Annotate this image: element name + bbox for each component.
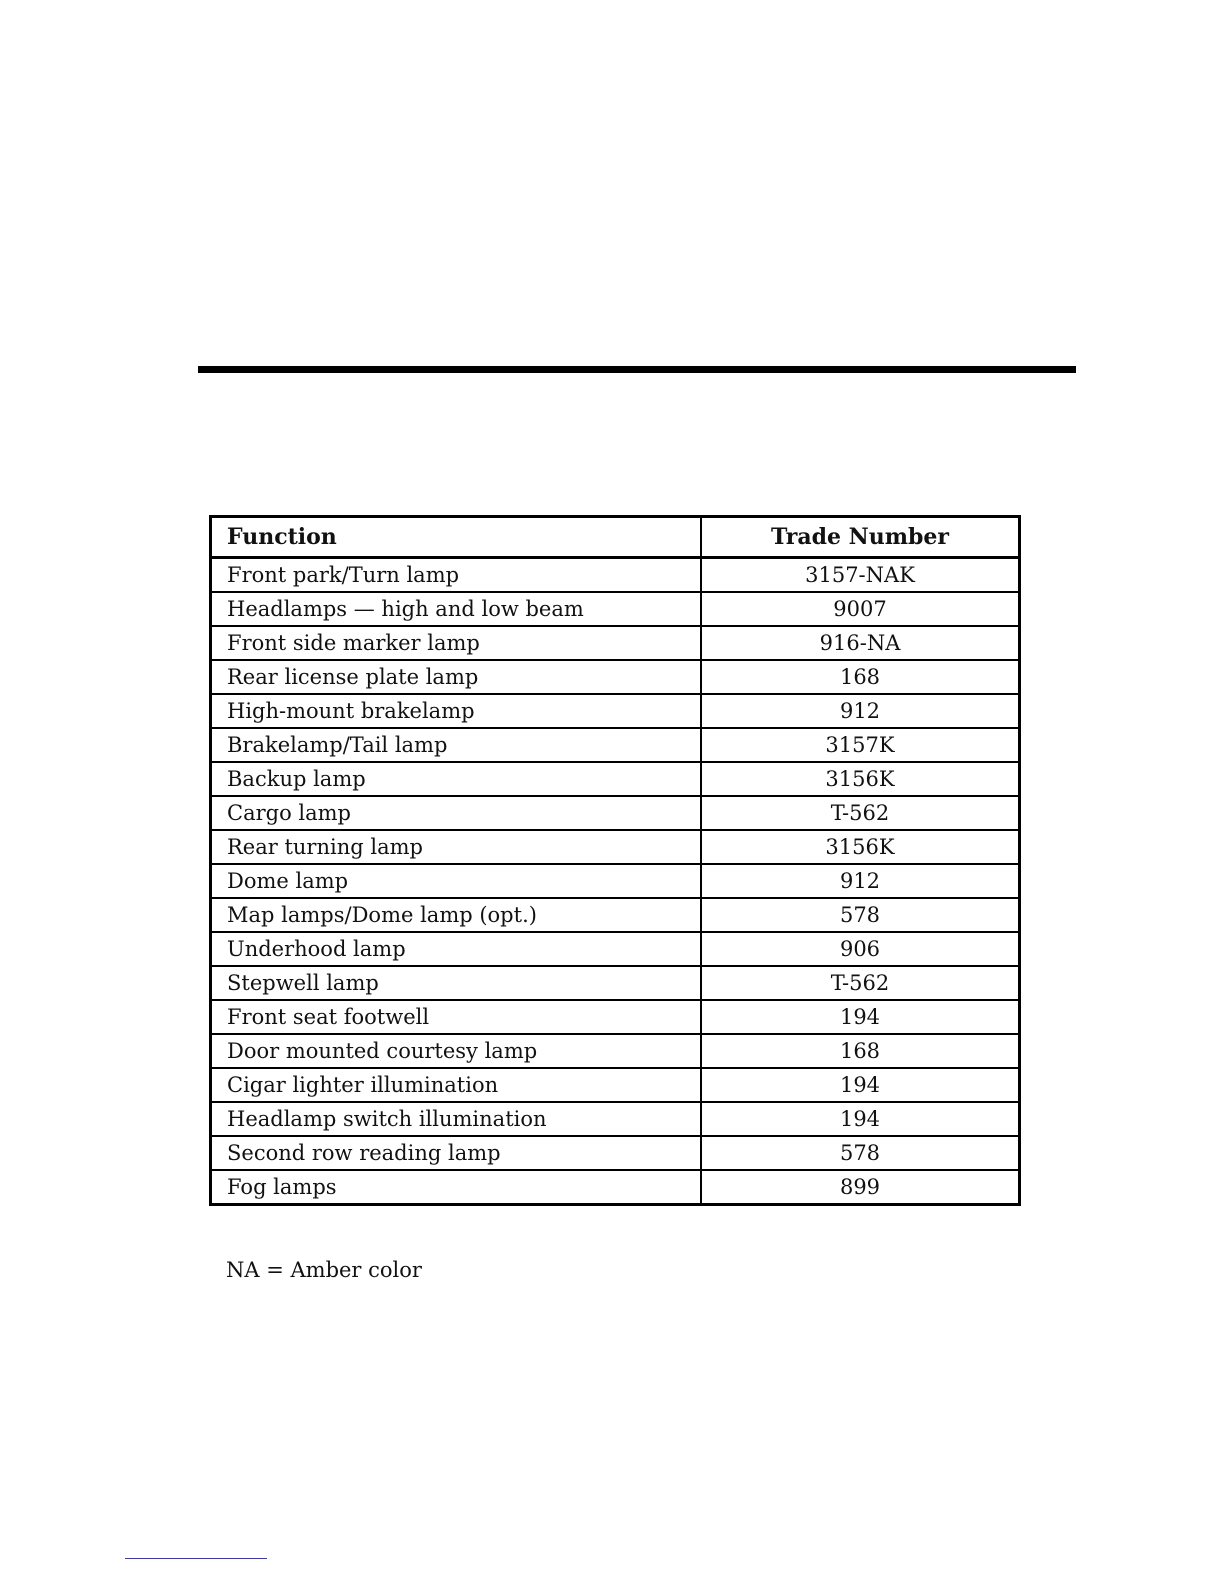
trade-number-cell: 194 [701, 1068, 1020, 1102]
trade-number-cell: 194 [701, 1102, 1020, 1136]
footnote: NA = Amber color [226, 1258, 422, 1282]
table-row [211, 1068, 1020, 1102]
trade-number-cell: 3157-NAK [701, 558, 1020, 593]
table-row [211, 660, 1020, 694]
table-row [211, 796, 1020, 830]
trade-number-cell: 3156K [701, 830, 1020, 864]
function-cell: Cargo lamp [211, 796, 702, 830]
table-body [211, 558, 1020, 1205]
trade-number-cell: 168 [701, 660, 1020, 694]
function-cell: Dome lamp [211, 864, 702, 898]
function-cell: High-mount brakelamp [211, 694, 702, 728]
function-cell: Brakelamp/Tail lamp [211, 728, 702, 762]
section-divider-rule [198, 366, 1076, 373]
table-row [211, 830, 1020, 864]
trade-number-cell: 912 [701, 864, 1020, 898]
trade-number-cell: T-562 [701, 796, 1020, 830]
table-row [211, 728, 1020, 762]
table-row [211, 1102, 1020, 1136]
trade-number-cell: 168 [701, 1034, 1020, 1068]
function-cell: Map lamps/Dome lamp (opt.) [211, 898, 702, 932]
function-cell: Stepwell lamp [211, 966, 702, 1000]
bulb-replacement-table [209, 515, 1021, 1206]
trade-number-cell: 578 [701, 1136, 1020, 1170]
table-header-row [211, 517, 1020, 558]
function-cell: Backup lamp [211, 762, 702, 796]
function-cell: Headlamps — high and low beam [211, 592, 702, 626]
trade-number-cell: 578 [701, 898, 1020, 932]
page-footer-line [125, 1558, 267, 1559]
trade-number-cell: T-562 [701, 966, 1020, 1000]
function-cell: Rear license plate lamp [211, 660, 702, 694]
function-cell: Underhood lamp [211, 932, 702, 966]
table-row [211, 626, 1020, 660]
function-cell: Fog lamps [211, 1170, 702, 1205]
table-row [211, 694, 1020, 728]
function-cell: Rear turning lamp [211, 830, 702, 864]
table-row [211, 864, 1020, 898]
trade-number-cell: 906 [701, 932, 1020, 966]
table-row [211, 558, 1020, 593]
table-row [211, 1000, 1020, 1034]
table-row [211, 932, 1020, 966]
table-row [211, 966, 1020, 1000]
function-column-header: Function [211, 517, 702, 558]
table-row [211, 1136, 1020, 1170]
function-cell: Front side marker lamp [211, 626, 702, 660]
table-row [211, 1034, 1020, 1068]
table-row [211, 898, 1020, 932]
function-cell: Headlamp switch illumination [211, 1102, 702, 1136]
function-cell: Front seat footwell [211, 1000, 702, 1034]
table-row [211, 592, 1020, 626]
function-cell: Door mounted courtesy lamp [211, 1034, 702, 1068]
trade-number-cell: 899 [701, 1170, 1020, 1205]
trade-number-cell: 912 [701, 694, 1020, 728]
table-row [211, 762, 1020, 796]
trade-number-cell: 3157K [701, 728, 1020, 762]
table-row [211, 1170, 1020, 1205]
trade-number-cell: 3156K [701, 762, 1020, 796]
function-cell: Cigar lighter illumination [211, 1068, 702, 1102]
trade-number-cell: 194 [701, 1000, 1020, 1034]
trade-number-cell: 916-NA [701, 626, 1020, 660]
trade-number-column-header: Trade Number [701, 517, 1020, 558]
function-cell: Front park/Turn lamp [211, 558, 702, 593]
function-cell: Second row reading lamp [211, 1136, 702, 1170]
trade-number-cell: 9007 [701, 592, 1020, 626]
